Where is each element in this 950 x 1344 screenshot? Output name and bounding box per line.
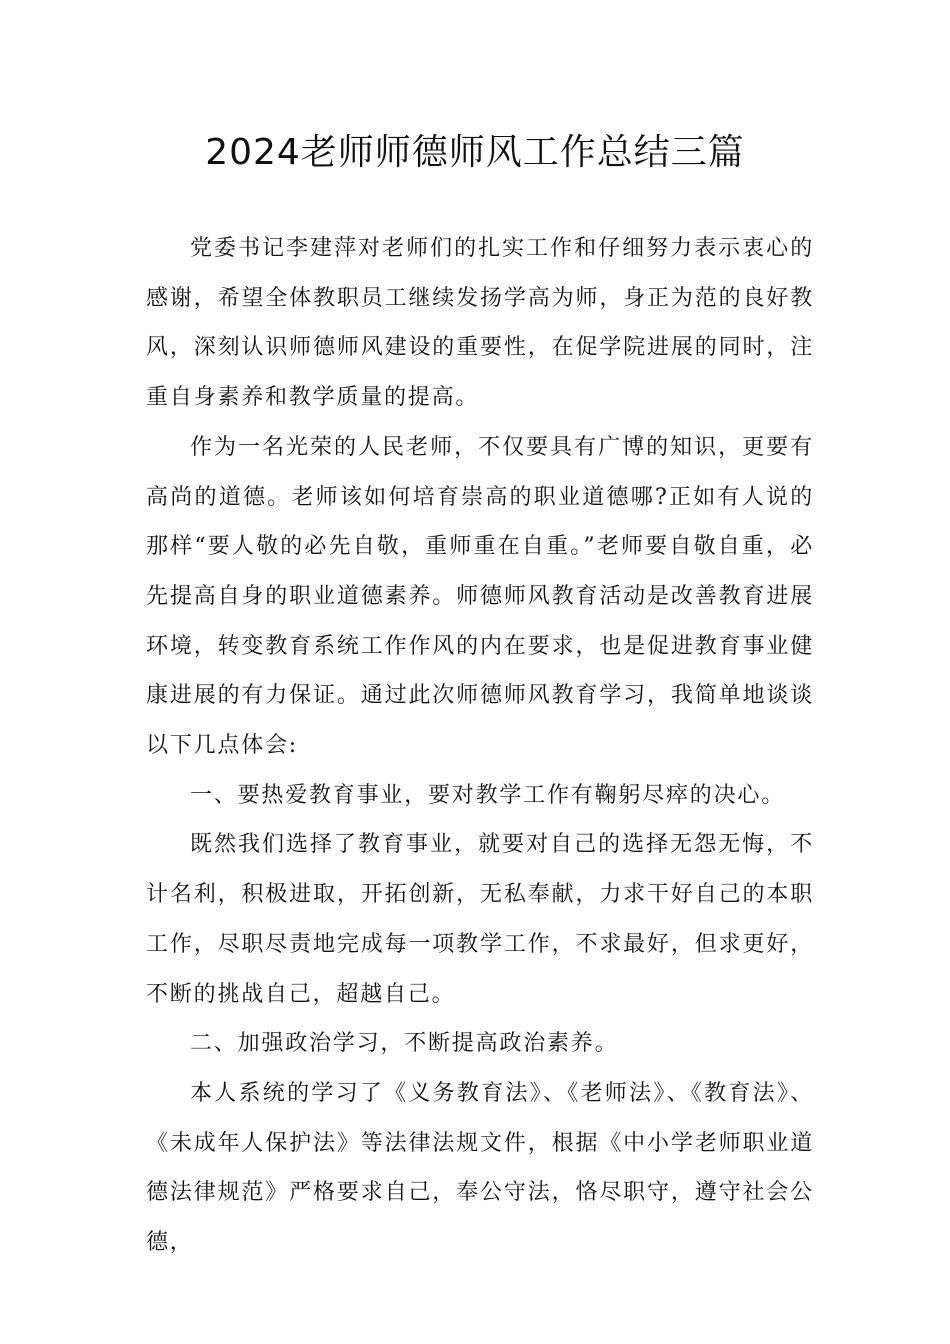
paragraph-thanks: 党委书记李建萍对老师们的扎实工作和仔细努力表示衷心的感谢，希望全体教职员工继续发扬学高为师，身正为范的良好教风，深刻认识师德师风建设的重要性，在促学院进展的同时，注重自身素养和教学质量的提高。 <box>146 236 814 411</box>
paragraph-teacher-ethics: 作为一名光荣的人民老师，不仅要具有广博的知识，更要有高尚的道德。老师该如何培育崇高的职业道德哪?正如有人说的那样“要人敬的必先自敬，重师重在自重。”老师要自敬自重，必先提高自身的职业道德素养。师德师风教育活动是改善教育进展环境，转变教育系统工作作风的内在要求，也是促进教育事业健康进展的有力保证。通过此次师德师风教育学习，我简单地谈谈以下几点体会: <box>146 434 814 759</box>
paragraph-dedication: 既然我们选择了教育事业，就要对自己的选择无怨无悔，不计名利，积极进取，开拓创新，无私奉献，力求干好自己的本职工作，尽职尽责地完成每一项教学工作，不求最好，但求更好，不断的挑战自己，超越自己。 <box>146 832 814 1007</box>
paragraph-heading-one: 一、要热爱教育事业，要对教学工作有鞠躬尽瘁的决心。 <box>190 782 786 808</box>
document-title: 2024老师师德师风工作总结三篇 <box>205 132 745 173</box>
paragraph-law-study: 本人系统的学习了《义务教育法》、《老师法》、《教育法》、《未成年人保护法》等法律法规文件，根据《中小学老师职业道德法律规范》严格要求自己，奉公守法，恪尽职守，遵守社会公德， <box>146 1080 814 1256</box>
document-body <box>146 224 814 1268</box>
paragraph-heading-two: 二、加强政治学习，不断提高政治素养。 <box>190 1031 619 1057</box>
